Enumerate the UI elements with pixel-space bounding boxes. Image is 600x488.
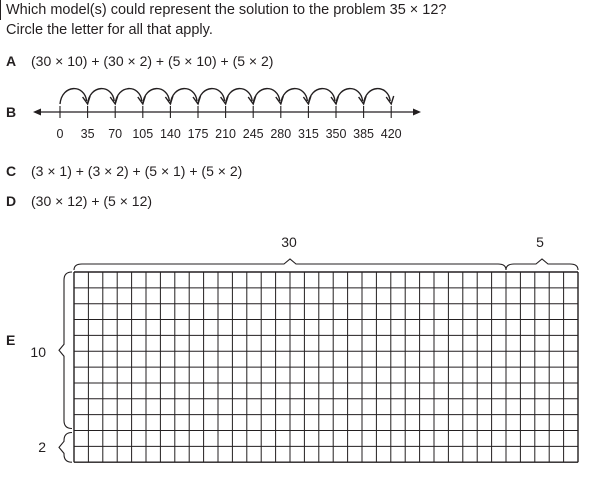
number-line-tick-label: 35 xyxy=(80,127,95,141)
option-d-expression: (30 × 12) + (5 × 12) xyxy=(31,193,153,209)
option-d-letter[interactable]: D xyxy=(6,193,17,209)
number-line-tick-label: 420 xyxy=(380,127,402,141)
number-line-tick-label: 315 xyxy=(297,127,319,141)
number-line-tick-label: 70 xyxy=(108,127,123,141)
left-brace-10 xyxy=(59,272,72,429)
number-line-tick-label: 245 xyxy=(242,127,264,141)
top-label-30: 30 xyxy=(281,234,297,250)
number-line-tick-label: 105 xyxy=(132,127,154,141)
option-a-letter[interactable]: A xyxy=(6,53,17,69)
option-e-letter[interactable]: E xyxy=(6,332,16,348)
option-c-letter[interactable]: C xyxy=(6,163,17,179)
number-line-tick-label: 0 xyxy=(56,127,64,141)
number-line-tick-label: 280 xyxy=(270,127,292,141)
top-brace-5 xyxy=(506,259,578,270)
question-line-2: Circle the letter for all that apply. xyxy=(6,22,213,38)
number-line-tick-label: 175 xyxy=(187,127,209,141)
top-label-5: 5 xyxy=(536,234,544,250)
side-label-10: 10 xyxy=(30,344,46,360)
number-line-tick-label: 350 xyxy=(325,127,347,141)
left-brace-2 xyxy=(59,433,72,463)
number-line-tick-label: 210 xyxy=(215,127,237,141)
option-a-expression: (30 × 10) + (30 × 2) + (5 × 10) + (5 × 2) xyxy=(31,53,274,69)
top-brace-30 xyxy=(74,259,506,270)
option-b-letter[interactable]: B xyxy=(6,104,17,120)
option-c-expression: (3 × 1) + (3 × 2) + (5 × 1) + (5 × 2) xyxy=(31,163,243,179)
number-line-tick-label: 140 xyxy=(159,127,181,141)
side-label-2: 2 xyxy=(38,439,46,455)
number-line-tick-label: 385 xyxy=(353,127,375,141)
question-line-1: Which model(s) could represent the solution to the problem 35 × 12? xyxy=(6,2,447,18)
